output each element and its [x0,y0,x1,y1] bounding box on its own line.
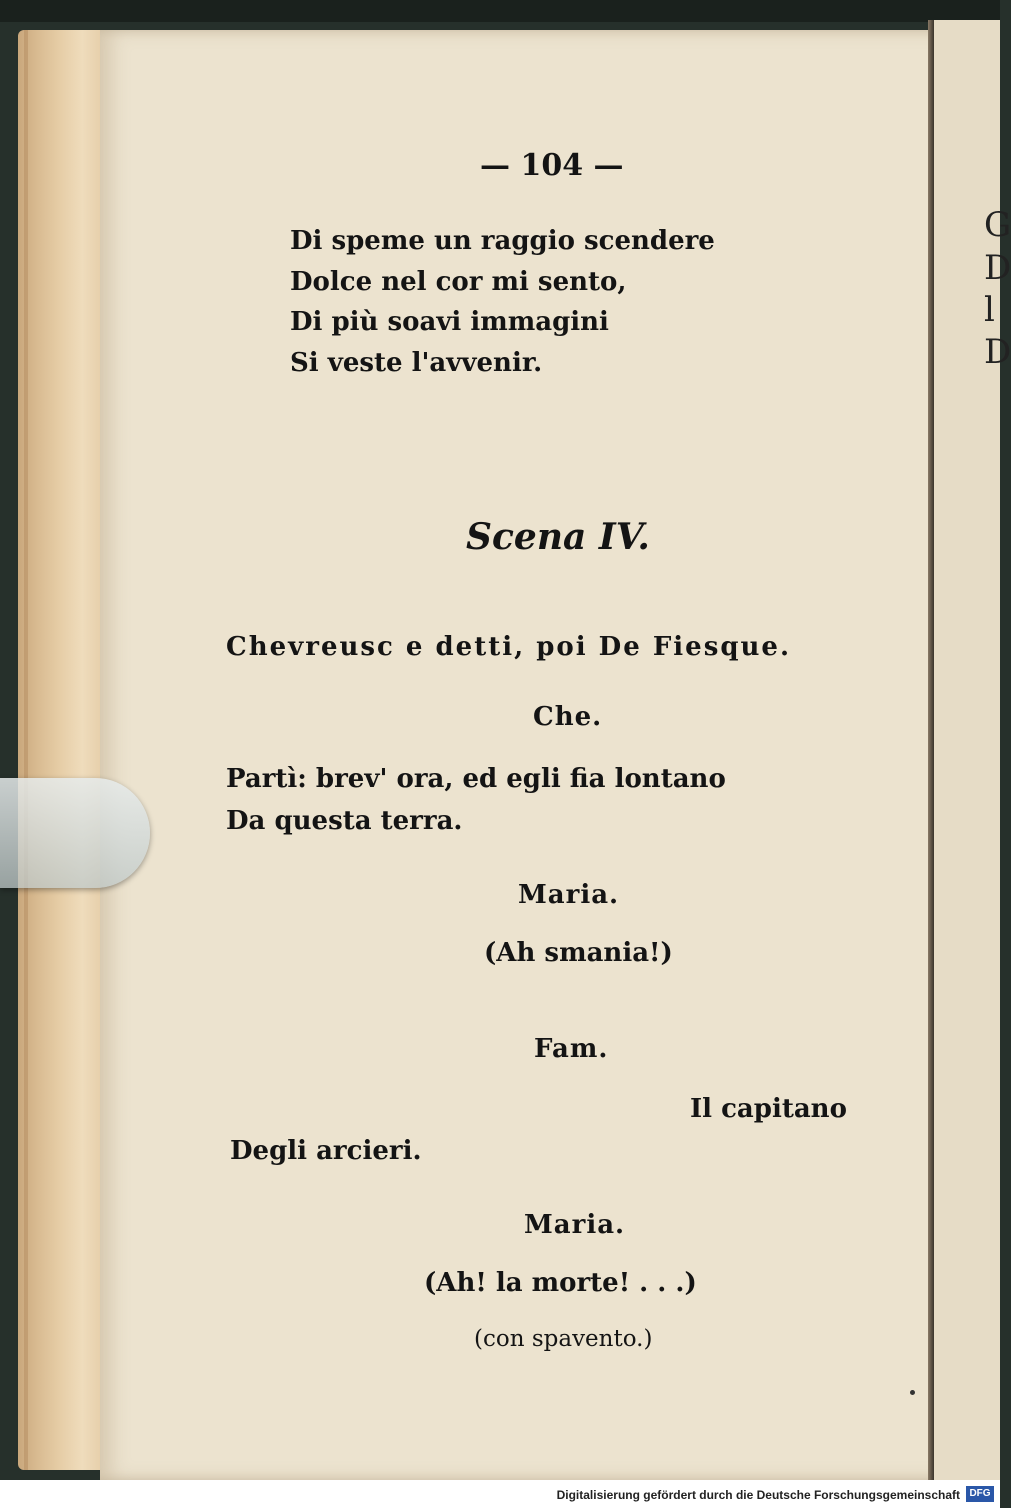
cast-line: Chevreusc e detti, poi De Fiesque. [226,632,792,662]
next-page-glyph: D [984,332,1011,372]
ink-speck [910,1390,915,1395]
next-page-glyph: G [984,205,1011,245]
dialogue-line: (Ah! la morte! . . .) [424,1268,697,1298]
dialogue-line: Il capitano [690,1094,847,1124]
bookmark-tab[interactable] [0,778,150,888]
dialogue-line: Degli arcieri. [230,1136,422,1166]
speaker-label: Maria. [524,1210,626,1240]
verse-line: Si veste l'avvenir. [290,348,543,378]
verse-line: Dolce nel cor mi sento, [290,267,627,297]
page-number: — 104 — [480,148,624,183]
verse-line: Di speme un raggio scendere [290,226,715,256]
stage-direction: (con spavento.) [474,1326,653,1352]
footer-credit: Digitalisierung gefördert durch die Deutsche Forschungsgemeinschaft [556,1488,960,1502]
speaker-label: Maria. [518,880,620,910]
dialogue-line: Da questa terra. [226,806,463,836]
next-page-glyph: l [984,290,995,330]
scene-title: Scena IV. [466,516,650,558]
top-shadow [0,0,1000,22]
speaker-label: Fam. [534,1034,609,1064]
next-page-glyph: D [984,248,1011,288]
dialogue-line: (Ah smania!) [484,938,673,968]
dialogue-line: Partì: brev' ora, ed egli fia lontano [226,764,726,794]
verse-line: Di più soavi immagini [290,307,609,337]
book-page-edges [18,30,110,1470]
speaker-label: Che. [533,702,603,732]
dfg-logo-icon: DFG [966,1486,994,1502]
